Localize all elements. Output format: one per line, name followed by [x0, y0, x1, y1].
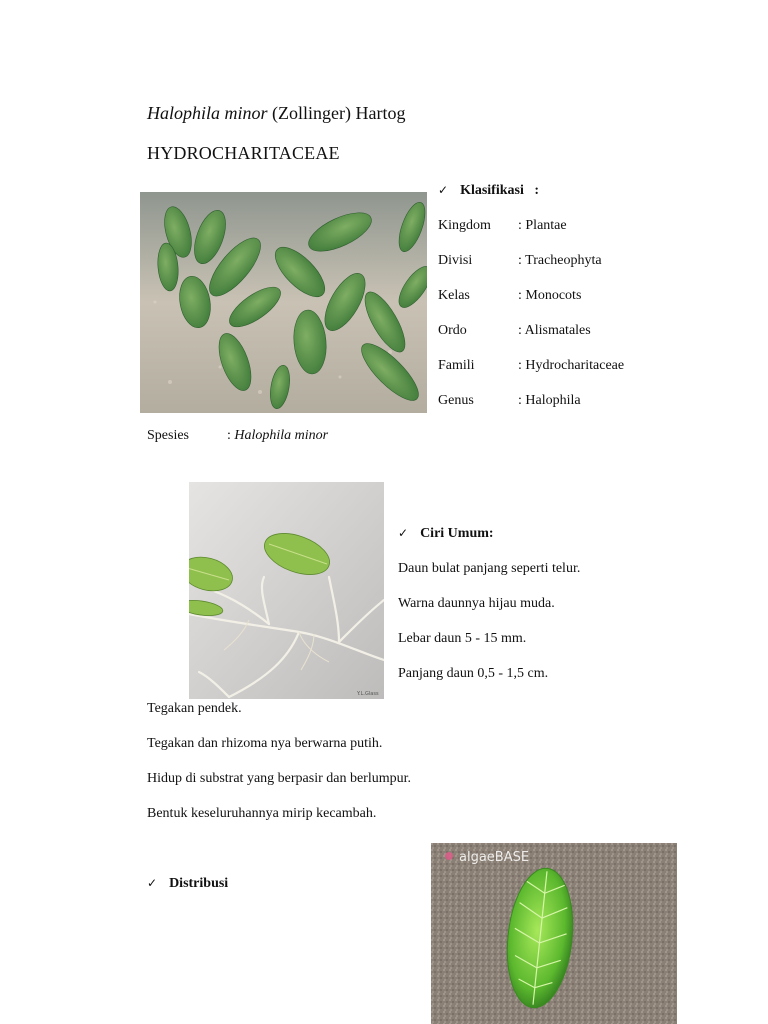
row-label: Genus: [438, 393, 474, 408]
ciri-line: Warna daunnya hijau muda.: [398, 596, 555, 611]
checkmark-icon: ✓: [438, 183, 449, 197]
ciri-line: Hidup di substrat yang berpasir dan berlumpur.: [147, 771, 412, 786]
classification-row: [438, 323, 591, 339]
seagrass-field-photo: [140, 192, 427, 413]
row-value: : Alismatales: [518, 323, 591, 338]
ciri-line: Daun bulat panjang seperti telur.: [398, 561, 581, 576]
checkmark-icon: ✓: [398, 526, 409, 540]
ciri-line: Panjang daun 0,5 - 1,5 cm.: [398, 666, 549, 681]
algaebase-logo-icon: [445, 852, 453, 860]
row-value: : Monocots: [518, 288, 582, 303]
row-value: : Plantae: [518, 218, 567, 233]
row-value: : Halophila: [518, 393, 581, 408]
algaebase-watermark: algaeBASE: [459, 850, 530, 865]
row-label: Kelas: [438, 288, 470, 303]
classification-row: [438, 288, 581, 304]
row-label: Famili: [438, 358, 475, 373]
row-value: Halophila minor: [234, 428, 329, 443]
row-label: Spesies: [147, 428, 189, 443]
row-value-prefix: :: [227, 428, 235, 443]
seedling-photo: [189, 482, 384, 699]
family-heading: HYDROCHARITACEAE: [147, 143, 340, 163]
species-name-italic: Halophila minor: [147, 103, 268, 123]
ciri-line: Lebar daun 5 - 15 mm.: [398, 631, 527, 646]
ciri-line: Tegakan dan rhizoma nya berwarna putih.: [147, 736, 383, 751]
ciri-umum-header: ✓ Ciri Umum:: [398, 526, 494, 541]
species-authority: (Zollinger) Hartog: [272, 103, 406, 123]
single-leaf-photo: [431, 843, 677, 1024]
svg-text:Y.L.Glass: Y.L.Glass: [357, 691, 379, 697]
checkmark-icon: ✓: [147, 876, 158, 890]
species-row: [147, 428, 328, 444]
row-label: Divisi: [438, 253, 473, 268]
classification-header: ✓ Klasifikasi :: [438, 183, 540, 198]
classification-row: [438, 253, 602, 269]
classification-row: [438, 218, 567, 234]
row-value: : Hydrocharitaceae: [518, 358, 625, 373]
row-value: : Tracheophyta: [518, 253, 602, 268]
ciri-line: Bentuk keseluruhannya mirip kecambah.: [147, 806, 377, 821]
classification-row: [438, 358, 624, 374]
row-label: Ordo: [438, 323, 467, 338]
classification-row: [438, 393, 581, 409]
distribusi-header: ✓ Distribusi: [147, 876, 229, 891]
species-title: [147, 103, 405, 124]
ciri-line: Tegakan pendek.: [147, 701, 242, 716]
row-label: Kingdom: [438, 218, 491, 233]
